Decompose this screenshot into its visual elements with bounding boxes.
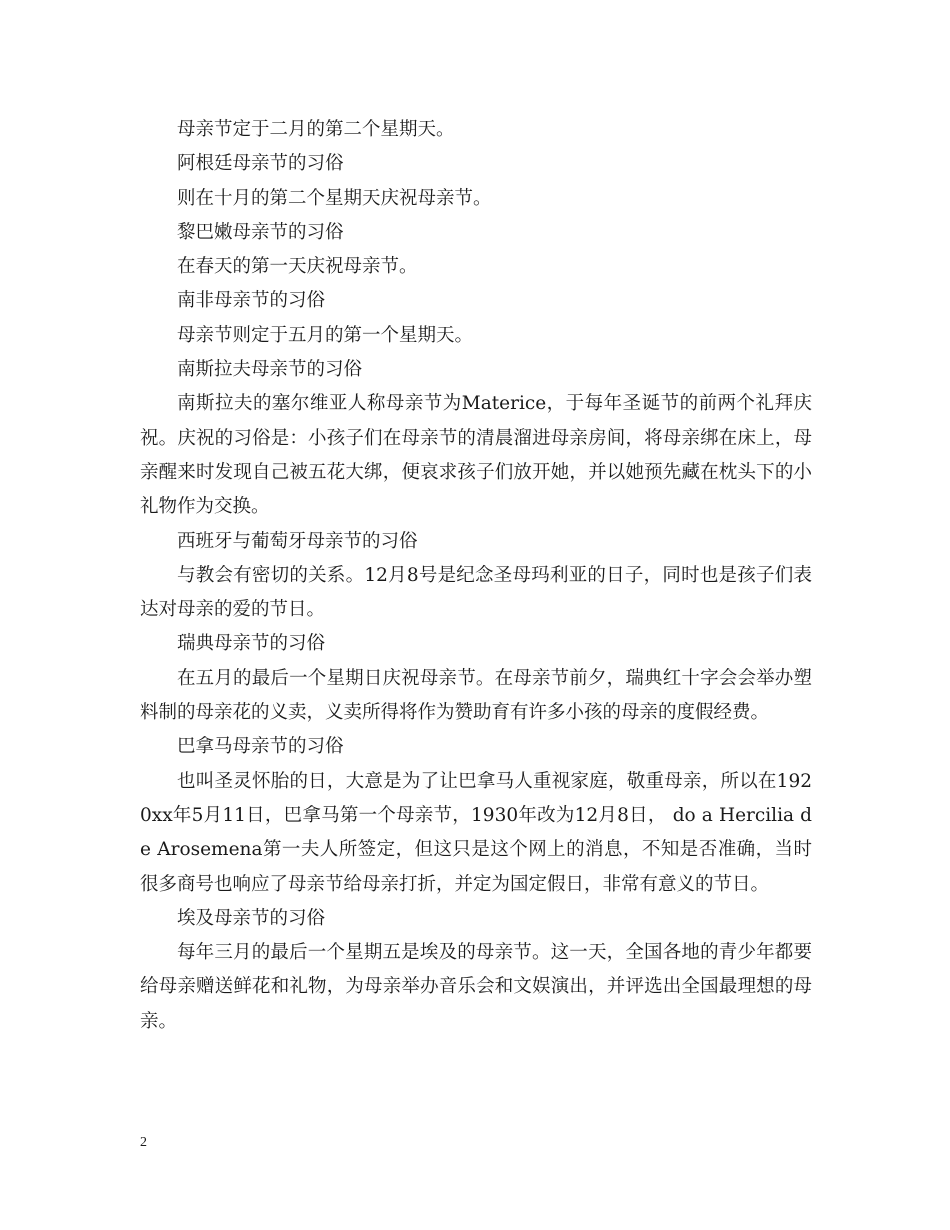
section-heading: 黎巴嫩母亲节的习俗 (177, 221, 344, 243)
section-heading: 南非母亲节的习俗 (177, 290, 326, 312)
section-heading: 瑞典母亲节的习俗 (177, 633, 326, 655)
paragraph: 在春天的第一天庆祝母亲节。 (177, 256, 418, 278)
section-heading: 巴拿马母亲节的习俗 (177, 736, 344, 758)
section-heading: 西班牙与葡萄牙母亲节的习俗 (177, 530, 418, 552)
section-heading: 南斯拉夫母亲节的习俗 (177, 359, 363, 381)
page-number: 2 (140, 1135, 147, 1150)
paragraph: 南斯拉夫的塞尔维亚人称母亲节为Materice，于每年圣诞节的前两个礼拜庆祝。庆祝的习俗是：小孩子们在母亲节的清晨溜进母亲房间，将母亲绑在床上，母亲醒来时发现自己被五花大绑，便哀求孩子们放开她，并以她预先藏在枕头下的小礼物作为交换。 (140, 393, 812, 518)
paragraph: 母亲节定于二月的第二个星期天。 (177, 119, 455, 140)
paragraph: 与教会有密切的关系。12月8号是纪念圣母玛利亚的日子，同时也是孩子们表达对母亲的爱的节日。 (140, 564, 812, 621)
paragraph: 则在十月的第二个星期天庆祝母亲节。 (177, 187, 492, 209)
paragraph: 母亲节则定于五月的第一个星期天。 (177, 324, 474, 346)
paragraph: 也叫圣灵怀胎的日，大意是为了让巴拿马人重视家庭，敬重母亲，所以在1920xx年5月11日，巴拿马第一个母亲节，1930年改为12月8日， do a Hercilia de Arosemena第一夫人所签定，但这只是这个网上的消息，不知是否准确，当时很多商号也响应了母亲节给母亲打折，并定为国定假日，非常有意义的节日。 (140, 770, 812, 895)
paragraph: 在五月的最后一个星期日庆祝母亲节。在母亲节前夕，瑞典红十字会会举办塑料制的母亲花的义卖，义卖所得将作为赞助育有许多小孩的母亲的度假经费。 (140, 667, 812, 724)
paragraph: 每年三月的最后一个星期五是埃及的母亲节。这一天，全国各地的青少年都要给母亲赠送鲜花和礼物，为母亲举办音乐会和文娱演出，并评选出全国最理想的母亲。 (140, 942, 812, 1032)
document-body (140, 113, 812, 1039)
section-heading: 埃及母亲节的习俗 (177, 907, 326, 929)
section-heading: 阿根廷母亲节的习俗 (177, 153, 344, 175)
